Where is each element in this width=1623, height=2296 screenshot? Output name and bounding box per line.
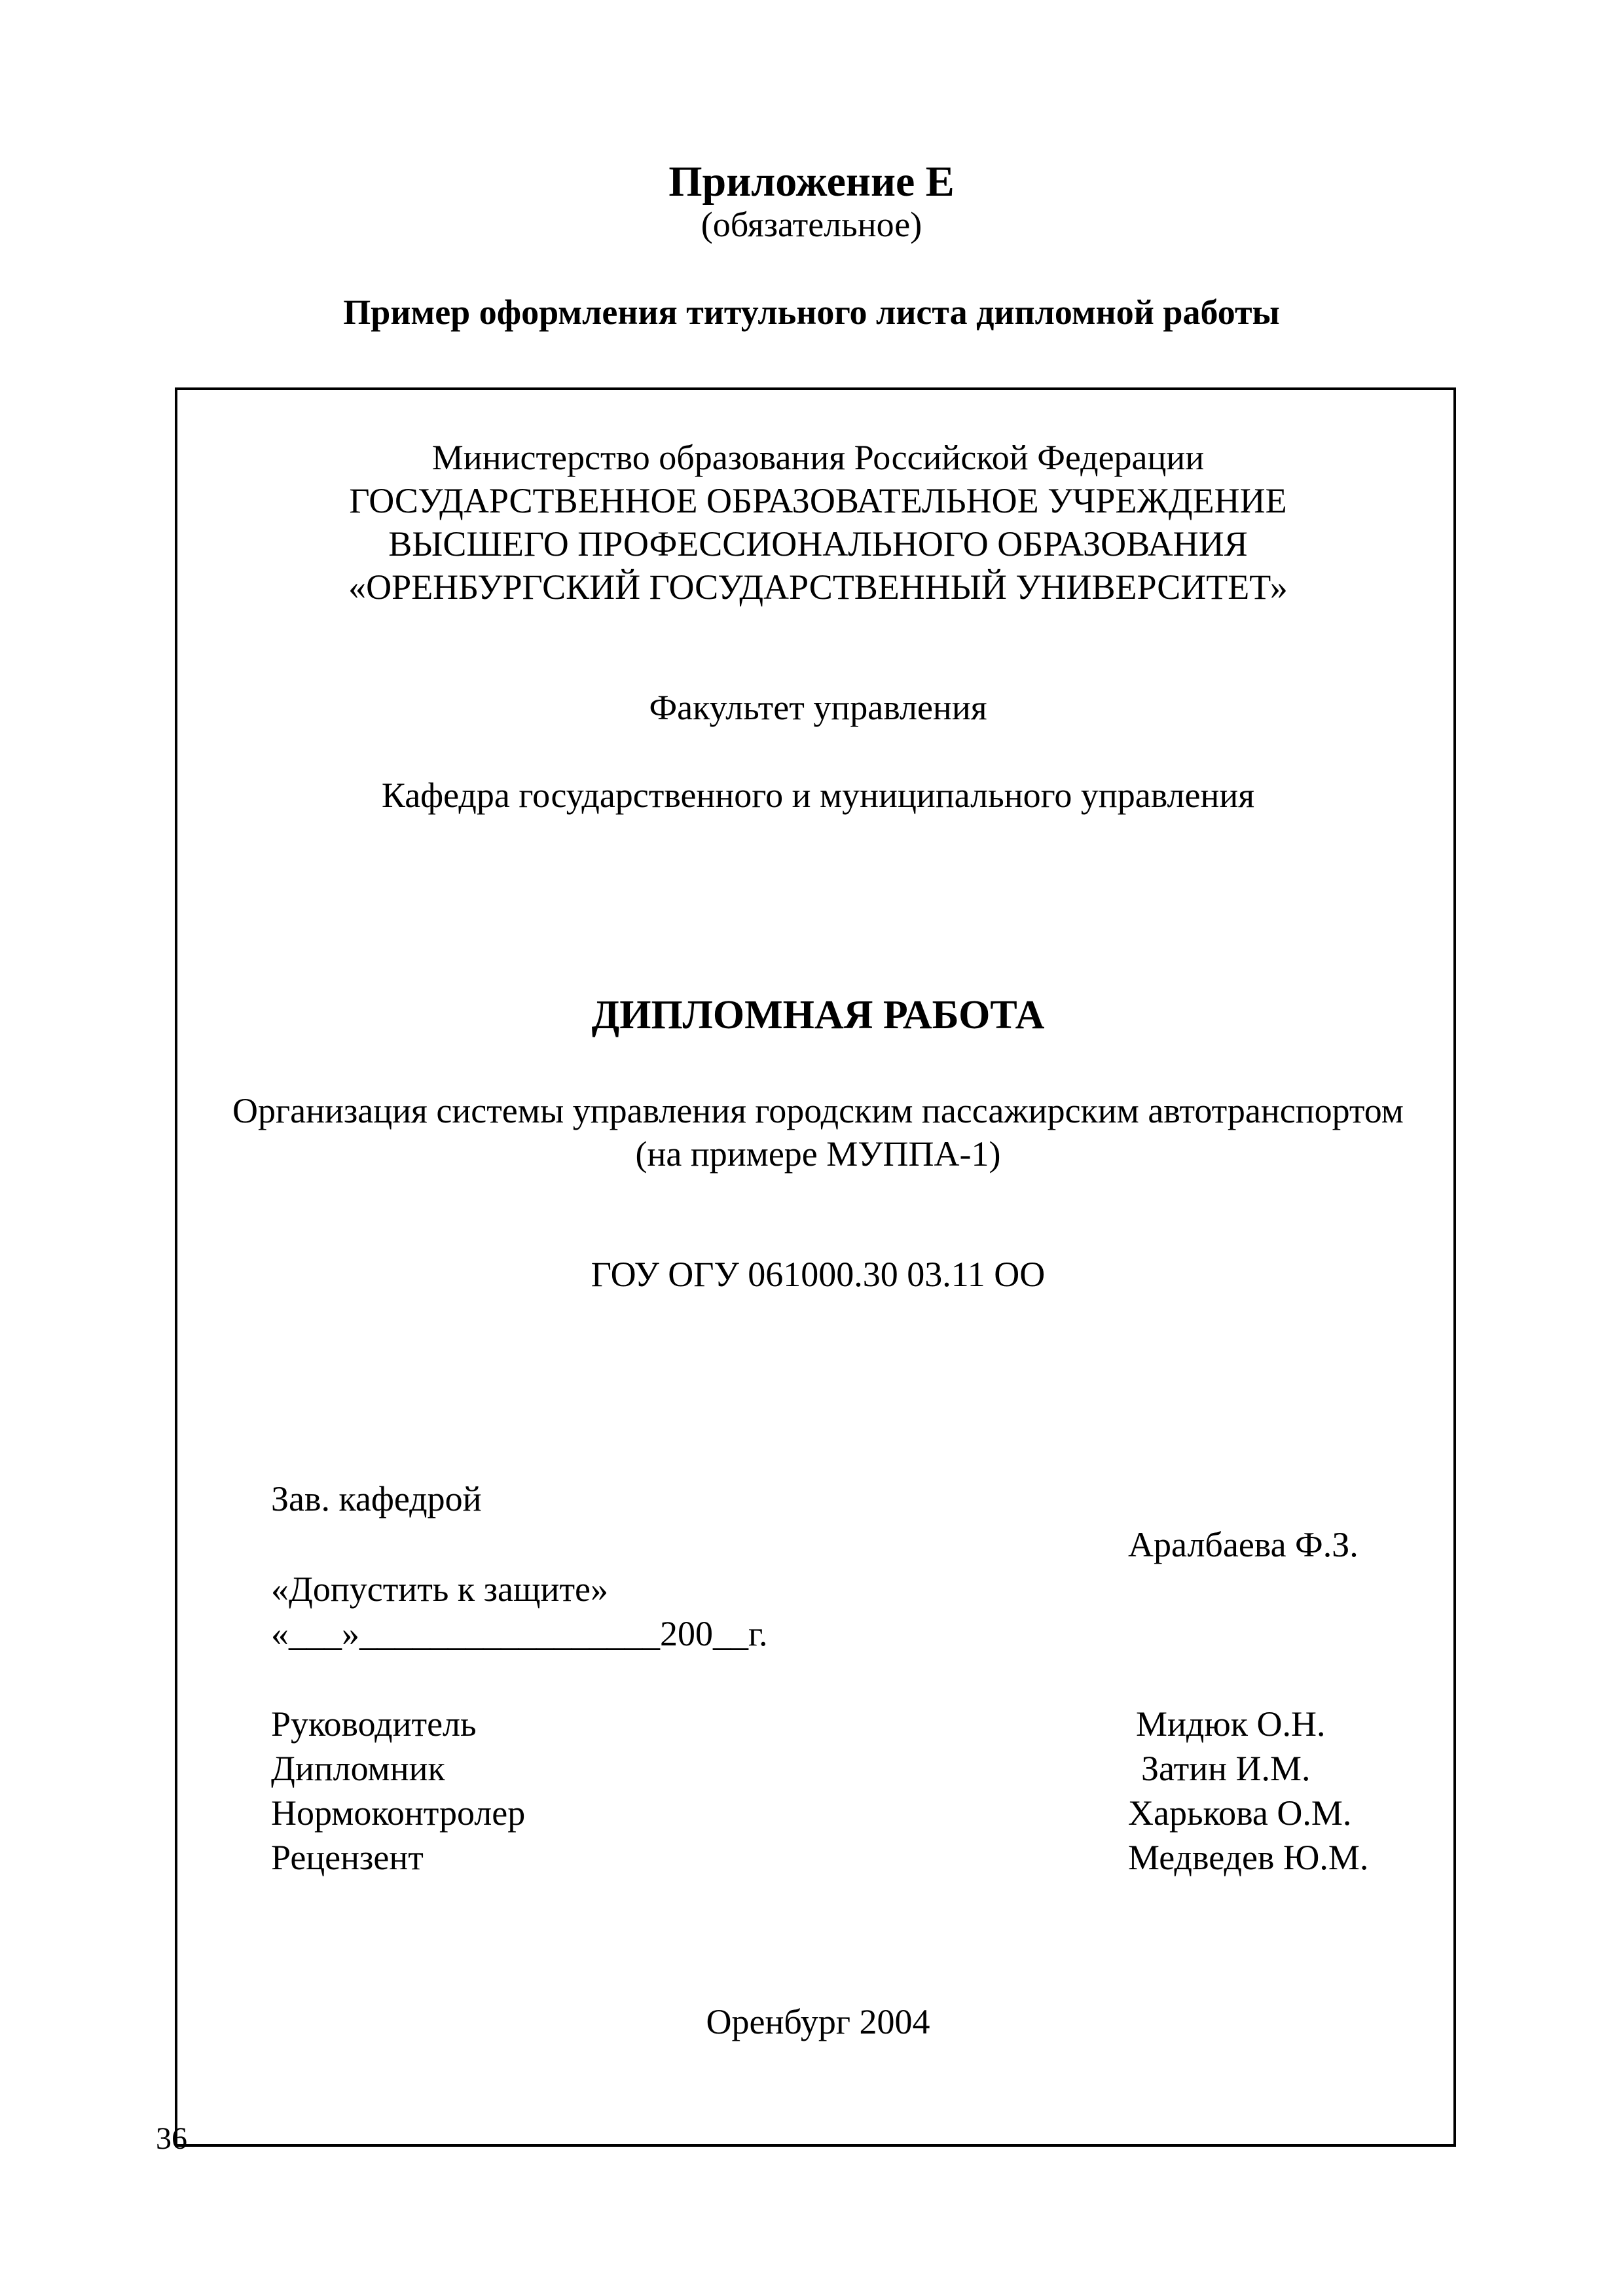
role-student: Дипломник xyxy=(271,1749,445,1788)
department: Кафедра государственного и муниципального управления xyxy=(381,776,1255,815)
role-reviewer: Рецензент xyxy=(271,1838,424,1877)
head-of-department-name: Аралбаева Ф.З. xyxy=(1128,1525,1359,1564)
title-page-frame xyxy=(175,387,1456,2147)
page-number: 36 xyxy=(156,2121,187,2156)
appendix-title: Приложение Е xyxy=(668,158,955,206)
name-reviewer: Медведев Ю.М. xyxy=(1128,1838,1369,1877)
name-student: Затин И.М. xyxy=(1141,1749,1311,1788)
role-norm-controller: Нормоконтролер xyxy=(271,1793,526,1833)
head-of-department-label: Зав. кафедрой xyxy=(271,1479,482,1518)
institution-line-1: ГОСУДАРСТВЕННОЕ ОБРАЗОВАТЕЛЬНОЕ УЧРЕЖДЕНИЕ xyxy=(349,481,1287,520)
institution-line-3: «ОРЕНБУРГСКИЙ ГОСУДАРСТВЕННЫЙ УНИВЕРСИТЕТ» xyxy=(348,567,1288,607)
city-year: Оренбург 2004 xyxy=(706,2002,930,2041)
admit-label: «Допустить к защите» xyxy=(271,1570,609,1609)
role-supervisor: Руководитель xyxy=(271,1704,477,1744)
institution-line-2: ВЫСШЕГО ПРОФЕССИОНАЛЬНОГО ОБРАЗОВАНИЯ xyxy=(388,524,1248,564)
admit-date-line: «___»_________________200__г. xyxy=(271,1614,768,1653)
sample-caption: Пример оформления титульного листа дипломной работы xyxy=(343,293,1280,332)
work-type: ДИПЛОМНАЯ РАБОТА xyxy=(591,993,1045,1037)
appendix-status: (обязательное) xyxy=(701,205,922,244)
name-supervisor: Мидюк О.Н. xyxy=(1136,1704,1326,1744)
topic-line-1: Организация системы управления городским пассажирским автотранспортом xyxy=(232,1091,1404,1130)
document-code: ГОУ ОГУ 061000.30 03.11 ОО xyxy=(591,1255,1046,1294)
name-norm-controller: Харькова О.М. xyxy=(1128,1793,1352,1833)
faculty: Факультет управления xyxy=(649,688,987,727)
ministry-line: Министерство образования Российской Федерации xyxy=(431,438,1205,477)
topic-line-2: (на примере МУППА-1) xyxy=(635,1134,1001,1174)
